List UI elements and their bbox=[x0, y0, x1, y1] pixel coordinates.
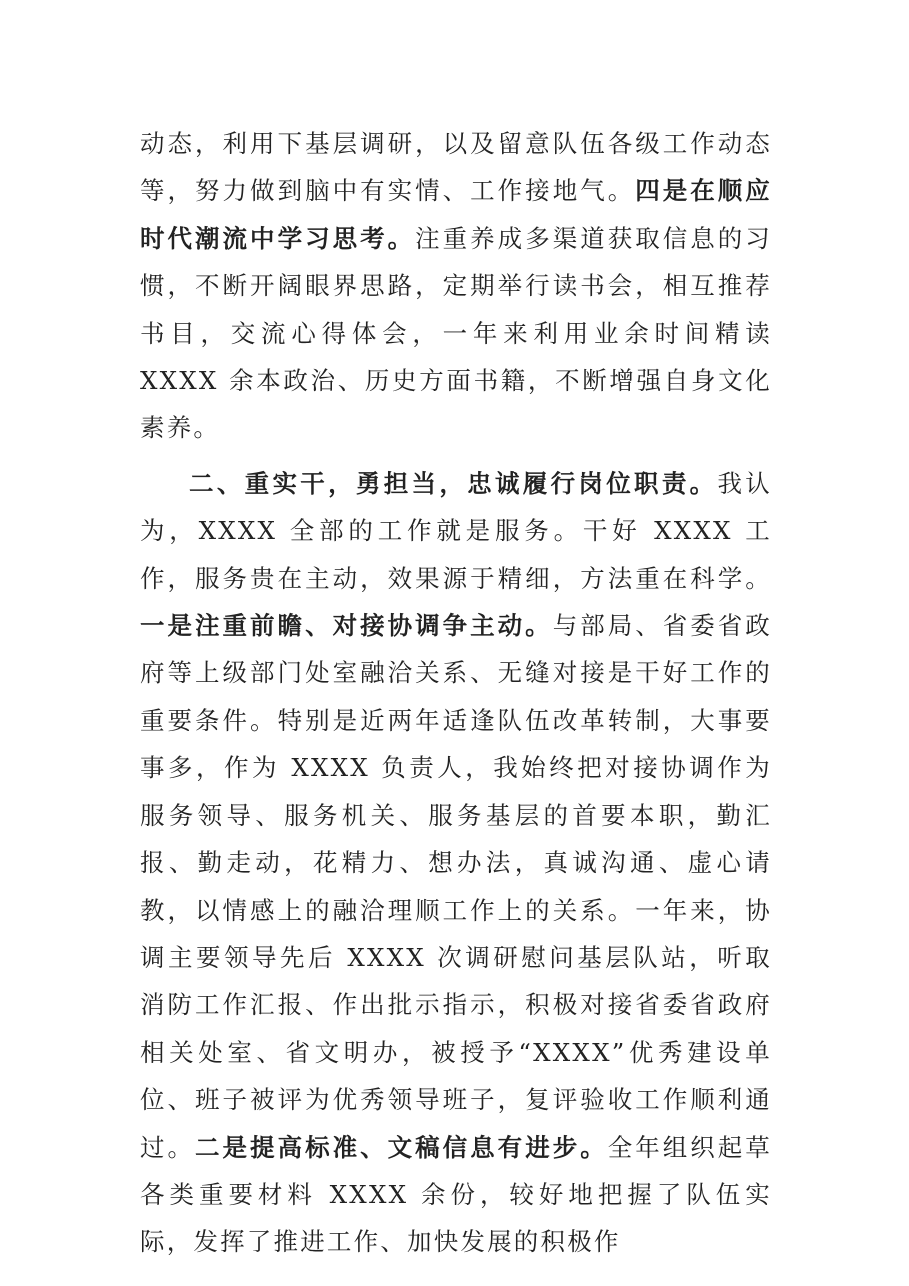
paragraph-1-text: 动态，利用下基层调研，以及留意队伍各级工作动态等，努力做到脑中有实情、工作接地气。 bbox=[140, 129, 772, 206]
section-heading-two: 二、重实干，勇担当，忠诚履行岗位职责。 bbox=[189, 468, 718, 498]
point-two-text: 全年组织起草各类重要材料 XXXX 余份，较好地把握了队伍实际，发挥了推进工作、加快发展的积极作 bbox=[140, 1132, 772, 1257]
paragraph-1-text-continued: 注重养成多渠道获取信息的习惯，不断开阔眼界思路，定期举行读书会，相互推荐书目，交流心得体会，一年来利用业余时间精读 XXXX 余本政治、历史方面书籍，不断增强自身文化素养。 bbox=[140, 223, 772, 443]
paragraph-2 bbox=[140, 460, 772, 1266]
paragraph-2-intro: 我认为，XXXX 全部的工作就是服务。干好 XXXX 工作，服务贵在主动，效果源于精细，方法重在科学。 bbox=[140, 468, 772, 593]
paragraph-1-heading-four: 四是在顺应时代潮流中学习思考。 bbox=[140, 176, 773, 253]
point-two-heading: 二是提高标准、文稿信息有进步。 bbox=[195, 1132, 608, 1162]
paragraph-1 bbox=[140, 120, 772, 452]
point-one-heading: 一是注重前瞻、对接协调争主动。 bbox=[140, 611, 553, 641]
point-one-text: 与部局、省委省政府等上级部门处室融洽关系、无缝对接是干好工作的重要条件。特别是近两年适逢队伍改革转制，大事要事多，作为 XXXX 负责人，我始终把对接协调作为服务领导、服务机关、服务基层的首要本职，勤汇报、勤走动，花精力、想办法，真诚沟通、虚心请教，以情感上的融洽理顺工作上的关系。一年来，协调主要领导先后 XXXX 次调研慰问基层队站，听取消防工作汇报、作出批示指示，积极对接省委省政府相关处室、省文明办，被授予“XXXX”优秀建设单位、班子被评为优秀领导班子，复评验收工作顺利通过。 bbox=[140, 611, 772, 1162]
document-body bbox=[140, 120, 772, 1266]
